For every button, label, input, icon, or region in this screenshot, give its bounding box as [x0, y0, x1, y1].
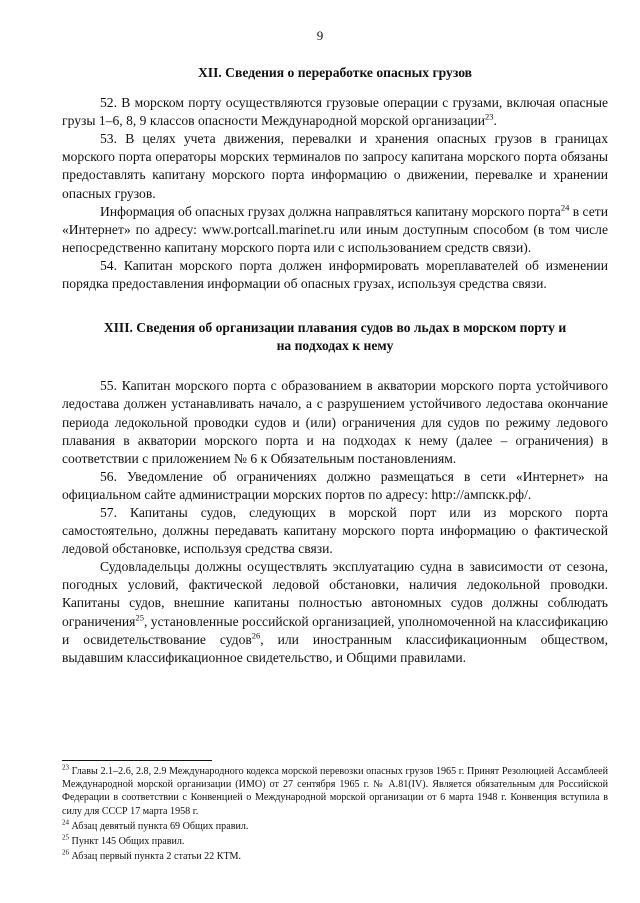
paragraph-57-owners: Судовладельцы должны осуществлять эксплуатацию судна в зависимости от сезона, погодных условий, фактической ледовой обстановки, наличия ледокольной проводки. Капитаны судов, внешние капитаны полностью автономных судов должны соблюдать ограничения$^{25}$, установленные российской организацией, уполномоченной на классификацию и освидетельствование судов$^{26}$, или иностранным классификационным обществом, выдавшим классификационное свидетельство, и Общими правилами.	[62, 559, 608, 665]
paragraph-53: 53. В целях учета движения, перевалки и хранения опасных грузов в границах морского порта операторы морских терминалов по запросу капитана морского порта обязаны предоставлять капитану морского порта информацию о движении, перевалке и хранении опасных грузов.	[62, 131, 608, 201]
section-13-heading: XIII. Сведения об организации плавания судов во льдах в морском порту и на подходах к нему	[103, 320, 567, 354]
footnote-ref-24[interactable]: 24	[560, 202, 570, 213]
paragraph-55: 55. Капитан морского порта с образованием в акватории морского порта устойчивого ледостава должен устанавливать начало, а с разрушением устойчивого ледостава окончание периода ледокольной проводки судов и (или) ограничения для судов по режиму ледового плавания в акватории морского порта и на подходах к нему (далее – ограничения) в соответствии с приложением № 6 к Обязательным постановлениям.	[62, 378, 608, 466]
page-number: 9	[316, 28, 324, 43]
paragraph-54: 54. Капитан морского порта должен информировать мореплавателей об изменении порядка предоставления информации об опасных грузах, используя средства связи.	[62, 257, 608, 292]
footnote-23: $^{23}$ Главы 2.1–2.6, 2.8, 2.9 Международного кодекса морской перевозки опасных грузов 1965 г. Принят Резолюцией Ассамблеей Международной морской организации (ИМО) от 27 сентября 1965 г. № A.81(IV). Является обязательным для Российской Федерации в соответствии с Конвенцией о Международной морской организации от 6 марта 1948 г. Конвенция вступила в силу для СССР 17 марта 1958 г.	[62, 763, 608, 817]
document-body	[62, 64, 608, 667]
footnote-25: $^{25}$ Пункт 145 Общих правил.	[62, 833, 185, 848]
paragraph-57: 57. Капитаны судов, следующих в морской порт или из морского порта самостоятельно, должны передавать капитану морского порта информацию о фактической ледовой обстановке, используя средства связи.	[62, 504, 608, 557]
section-12-heading: XII. Сведения о переработке опасных грузов	[197, 65, 473, 80]
footnotes	[62, 760, 608, 865]
footnote-divider	[62, 760, 212, 761]
footnote-ref-23[interactable]: 23	[484, 111, 494, 122]
paragraph-56: 56. Уведомление об ограничениях должно размещаться в сети «Интернет» на официальном сайте администрации морских портов по адресу: http://ампскк.рф/.	[62, 468, 608, 502]
paragraph-52: 52. В морском порту осуществляются грузовые операции с грузами, включая опасные грузы 1–6, 8, 9 классов опасности Международной морской организации$^{23}$.	[62, 95, 608, 129]
footnote-ref-25[interactable]: 25	[135, 612, 144, 622]
footnote-24: $^{24}$ Абзац девятый пункта 69 Общих правил.	[62, 818, 249, 832]
paragraph-53-info: Информация об опасных грузах должна направляться капитану морского порта$^{24}$ в сети «Интернет» по адресу: www.portcall.marinet.ru или иным доступным способом (в том числе непосредственно капитану морского порта или с использованием средств связи).	[62, 202, 609, 255]
footnote-ref-26[interactable]: 26	[251, 630, 261, 641]
footnote-26: $^{26}$ Абзац первый пункта 2 статьи 22 КТМ.	[62, 848, 242, 863]
